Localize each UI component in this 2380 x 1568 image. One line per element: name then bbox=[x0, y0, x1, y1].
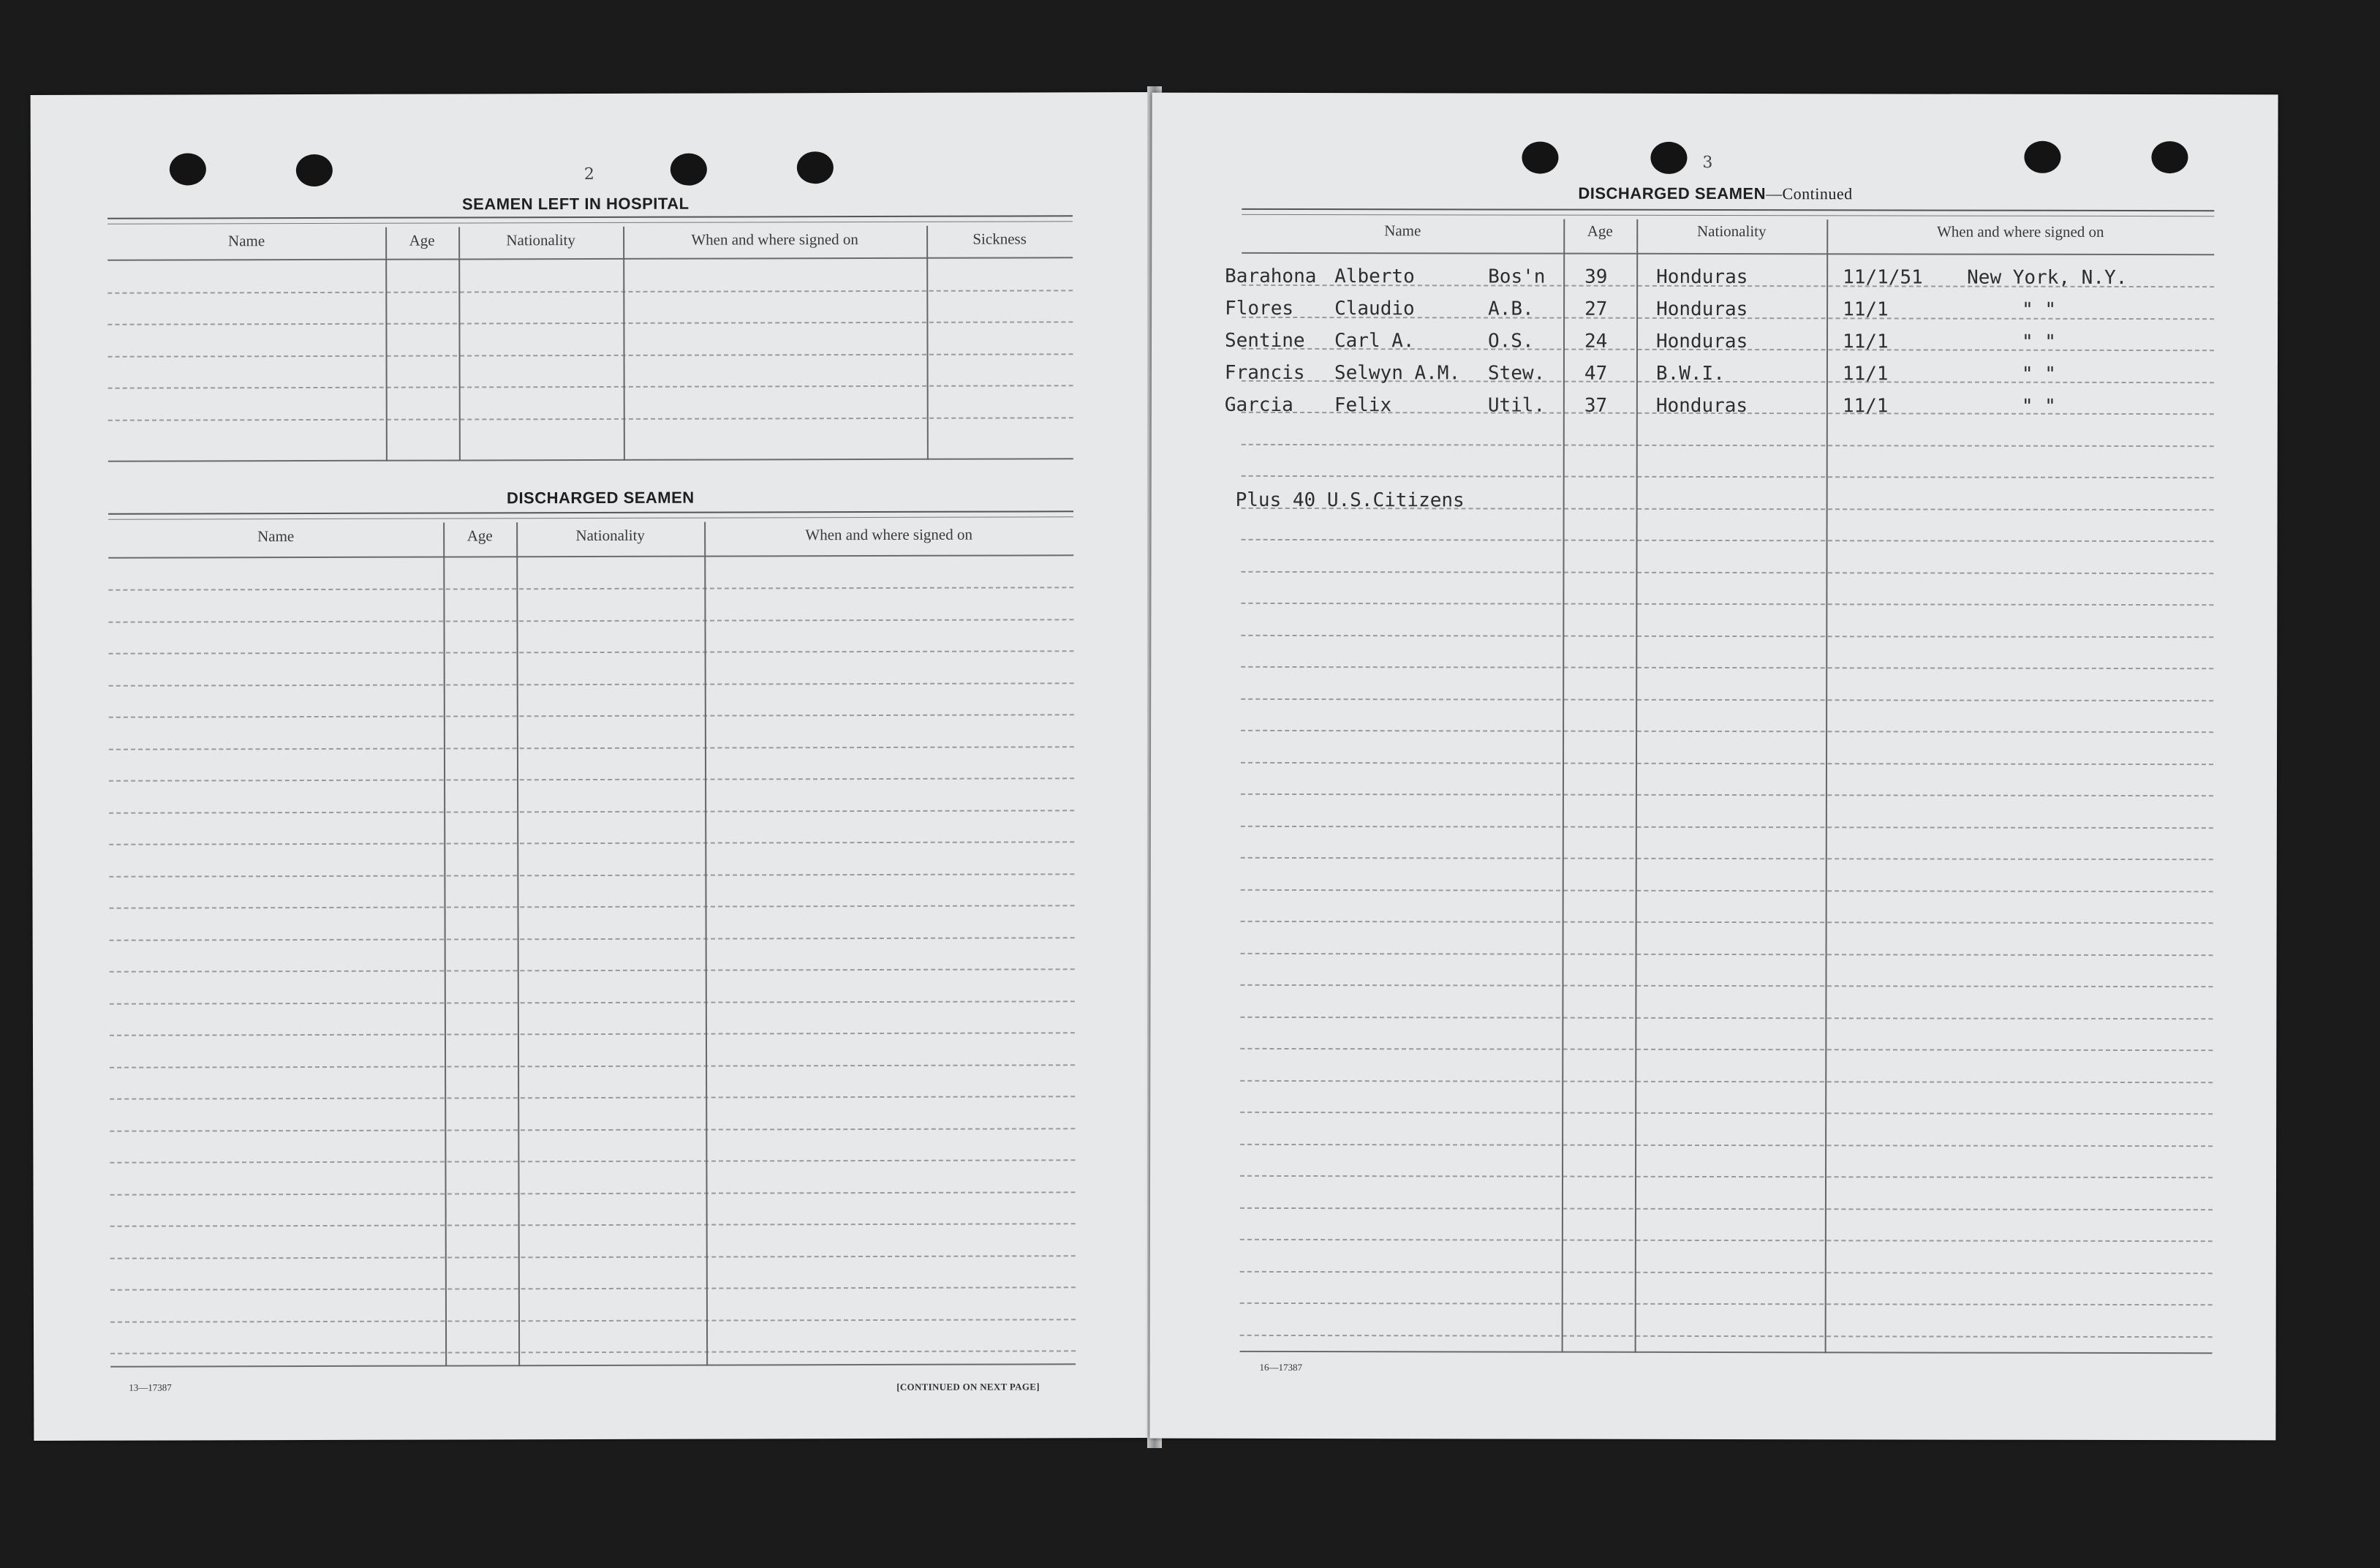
column-header-name: Name bbox=[228, 232, 265, 250]
row-line bbox=[109, 650, 1074, 655]
row-line bbox=[1240, 984, 2213, 988]
row-line bbox=[110, 1032, 1075, 1036]
signed-date: 11/1 bbox=[1842, 395, 1889, 418]
column-divider bbox=[1825, 219, 1829, 1353]
row-line bbox=[1241, 730, 2213, 734]
citizens-note: Plus 40 U.S.Citizens bbox=[1235, 489, 1465, 512]
signed-date: 11/1 bbox=[1842, 363, 1889, 385]
row-line bbox=[110, 937, 1075, 941]
column-header-signed-on: When and where signed on bbox=[1936, 222, 2104, 241]
surname: Flores bbox=[1225, 297, 1294, 320]
signed-date: 11/1 bbox=[1842, 331, 1889, 353]
left-page bbox=[31, 92, 1160, 1441]
open-booklet bbox=[32, 86, 2262, 1448]
signed-place: " " bbox=[2021, 363, 2056, 385]
column-header-nationality: Nationality bbox=[575, 526, 645, 545]
age: 27 bbox=[1584, 298, 1608, 320]
punch-hole-icon bbox=[1650, 142, 1687, 174]
row-line bbox=[110, 1350, 1076, 1354]
row-line bbox=[1240, 1143, 2213, 1147]
row-line bbox=[1241, 603, 2213, 606]
rating: Util. bbox=[1487, 394, 1546, 417]
signed-date: 11/1 bbox=[1843, 298, 1889, 321]
surname: Barahona bbox=[1225, 265, 1317, 288]
title-main: DISCHARGED SEAMEN bbox=[1578, 184, 1767, 203]
row-line bbox=[109, 810, 1074, 814]
row-line bbox=[109, 777, 1074, 782]
form-code: 16—17387 bbox=[1259, 1361, 1303, 1373]
hospital-section-title: SEAMEN LEFT IN HOSPITAL bbox=[461, 194, 690, 214]
table-bottom-rule bbox=[110, 1363, 1076, 1368]
row-line bbox=[110, 1128, 1075, 1132]
row-line bbox=[1240, 1239, 2213, 1243]
rating: O.S. bbox=[1487, 330, 1534, 353]
row-line bbox=[109, 746, 1074, 750]
row-line bbox=[1241, 634, 2213, 638]
column-header-signed-on: When and where signed on bbox=[805, 525, 972, 544]
given-name: Alberto bbox=[1334, 265, 1415, 288]
column-divider bbox=[1562, 219, 1565, 1353]
row-line bbox=[1241, 857, 2213, 861]
nationality: Honduras bbox=[1655, 394, 1748, 418]
header-rule bbox=[1242, 252, 2214, 256]
column-divider bbox=[443, 523, 447, 1367]
row-line bbox=[1241, 794, 2213, 797]
column-header-nationality: Nationality bbox=[1697, 222, 1767, 241]
given-name: Felix bbox=[1334, 394, 1392, 417]
row-line bbox=[1241, 825, 2213, 829]
row-line bbox=[1241, 761, 2213, 765]
row-line bbox=[110, 1255, 1076, 1259]
row-line bbox=[1240, 1079, 2213, 1083]
row-line bbox=[1240, 1048, 2213, 1052]
rule bbox=[108, 510, 1073, 519]
nationality: Honduras bbox=[1655, 330, 1748, 353]
column-header-sickness: Sickness bbox=[972, 230, 1027, 248]
row-line bbox=[1241, 570, 2213, 574]
row-line bbox=[110, 1096, 1075, 1100]
given-name: Claudio bbox=[1334, 298, 1415, 320]
signed-place: New York, N.Y. bbox=[1967, 266, 2128, 289]
punch-hole-icon bbox=[797, 151, 834, 184]
column-header-age: Age bbox=[466, 527, 493, 545]
column-header-name: Name bbox=[257, 527, 295, 546]
row-line bbox=[1242, 443, 2214, 447]
table-bottom-rule bbox=[1240, 1351, 2213, 1354]
row-line bbox=[110, 1223, 1076, 1227]
column-divider bbox=[926, 226, 929, 460]
column-header-name: Name bbox=[1384, 222, 1421, 240]
signed-place: " " bbox=[2022, 298, 2057, 321]
row-line bbox=[1241, 921, 2213, 924]
age: 24 bbox=[1584, 330, 1608, 353]
row-line bbox=[110, 905, 1075, 909]
nationality: Honduras bbox=[1656, 298, 1748, 321]
row-line bbox=[110, 1191, 1076, 1196]
surname: Francis bbox=[1224, 361, 1305, 385]
title-continued: —Continued bbox=[1765, 184, 1853, 203]
row-line bbox=[1241, 666, 2213, 670]
nationality: B.W.I. bbox=[1655, 362, 1725, 385]
punch-hole-icon bbox=[296, 154, 333, 186]
rating: Bos'n bbox=[1488, 265, 1546, 288]
row-line bbox=[110, 1319, 1076, 1323]
row-line bbox=[109, 682, 1074, 687]
row-line bbox=[108, 587, 1073, 591]
continued-note: [CONTINUED ON NEXT PAGE] bbox=[896, 1381, 1040, 1392]
nationality: Honduras bbox=[1656, 265, 1748, 289]
age: 47 bbox=[1584, 362, 1608, 385]
punch-hole-icon bbox=[170, 153, 206, 185]
punch-hole-icon bbox=[670, 154, 707, 186]
right-page bbox=[1149, 93, 2278, 1441]
row-line bbox=[1240, 1112, 2213, 1115]
row-lines bbox=[31, 92, 1157, 95]
row-line bbox=[109, 841, 1074, 845]
surname: Sentine bbox=[1224, 329, 1305, 353]
row-line bbox=[110, 1064, 1075, 1068]
discharged-section-title: DISCHARGED SEAMEN bbox=[507, 488, 695, 508]
rating: A.B. bbox=[1488, 298, 1534, 320]
signed-place: " " bbox=[2021, 395, 2056, 418]
punch-hole-icon bbox=[2024, 141, 2060, 173]
age: 39 bbox=[1584, 265, 1608, 288]
given-name: Selwyn A.M. bbox=[1334, 362, 1461, 385]
punch-hole-icon bbox=[2151, 141, 2188, 173]
row-line bbox=[1241, 698, 2213, 701]
row-line bbox=[1240, 1175, 2213, 1179]
row-line bbox=[1242, 475, 2214, 479]
row-line bbox=[109, 714, 1074, 718]
column-divider bbox=[704, 522, 708, 1366]
rule bbox=[1242, 208, 2214, 216]
column-divider bbox=[1635, 219, 1639, 1353]
column-header-signed-on: When and where signed on bbox=[691, 230, 858, 249]
header-rule bbox=[108, 554, 1073, 559]
row-line bbox=[110, 1159, 1075, 1164]
page-number: 2 bbox=[583, 165, 594, 184]
right-section-title bbox=[1578, 184, 1852, 204]
column-header-nationality: Nationality bbox=[506, 231, 575, 249]
row-line bbox=[1240, 1334, 2213, 1338]
signed-date: 11/1/51 bbox=[1843, 266, 1923, 289]
rating: Stew. bbox=[1487, 362, 1546, 385]
row-lines bbox=[1152, 93, 2278, 95]
column-header-age: Age bbox=[1587, 222, 1613, 240]
form-code: 13—17387 bbox=[129, 1382, 172, 1393]
rule bbox=[107, 215, 1073, 224]
row-line bbox=[108, 619, 1073, 623]
column-divider bbox=[385, 227, 388, 461]
row-line bbox=[1242, 539, 2214, 543]
row-line bbox=[1240, 1303, 2213, 1306]
row-line bbox=[110, 1000, 1075, 1005]
column-header-age: Age bbox=[409, 231, 435, 249]
row-line bbox=[109, 873, 1074, 878]
page-number: 3 bbox=[1702, 153, 1713, 172]
row-line bbox=[1241, 952, 2213, 956]
surname: Garcia bbox=[1224, 393, 1293, 416]
column-divider bbox=[623, 227, 625, 461]
row-line bbox=[1240, 1207, 2213, 1210]
row-line bbox=[110, 968, 1075, 973]
column-divider bbox=[516, 522, 520, 1366]
column-divider bbox=[458, 227, 461, 461]
row-line bbox=[1240, 1016, 2213, 1019]
row-line bbox=[1240, 1270, 2213, 1274]
given-name: Carl A. bbox=[1334, 330, 1415, 353]
row-line bbox=[110, 1286, 1076, 1291]
signed-place: " " bbox=[2021, 331, 2057, 353]
age: 37 bbox=[1584, 394, 1608, 417]
punch-hole-icon bbox=[1522, 142, 1558, 174]
row-line bbox=[1241, 889, 2213, 892]
